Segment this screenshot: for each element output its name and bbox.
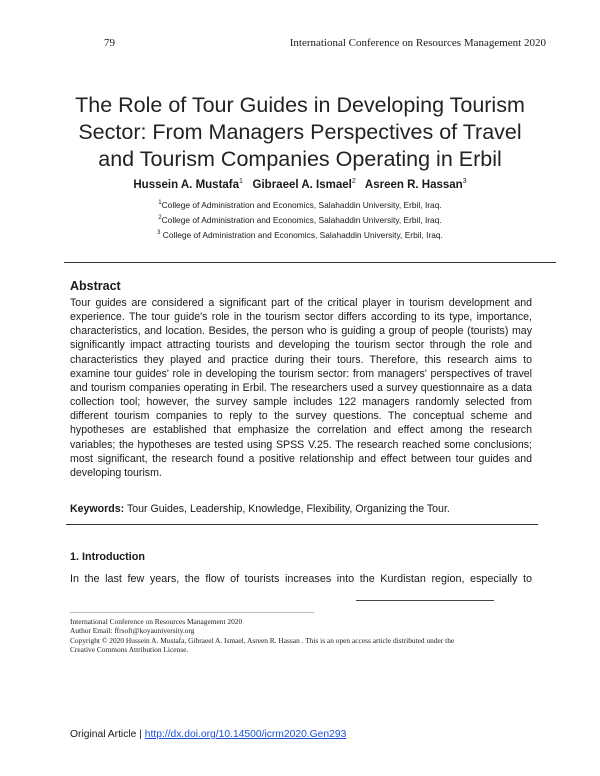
affiliation-text: College of Administration and Economics, Salahaddin University, Erbil, Iraq. (161, 214, 442, 225)
article-type-label: Original Article | (70, 729, 142, 740)
affiliation-list (60, 197, 540, 241)
author-name: Asreen R. Hassan (364, 178, 463, 191)
affiliation (60, 212, 540, 227)
author-name: Gibraeel A. Ismael (252, 178, 352, 191)
doi-link[interactable]: http://dx.doi.org/10.14500/icrm2020.Gen293 (144, 729, 347, 740)
affiliation (60, 227, 540, 242)
footnote (70, 617, 550, 655)
affiliation (60, 197, 540, 212)
title-line: and Tourism Companies Operating in Erbil (98, 147, 502, 171)
author-affil-mark: 3 (462, 178, 467, 185)
keywords (70, 503, 450, 515)
affiliation-text: College of Administration and Economics, Salahaddin University, Erbil, Iraq. (161, 199, 442, 210)
running-header: International Conference on Resources Management 2020 (289, 37, 546, 49)
abstract-body: Tour guides are considered a significant part of the critical player in tourism development and experience. The tour guide's role in the tourism sector differs according to its type, importance, characteristics, and location. Besides, the person who is guiding a group of people (tourists) may significantly impact attracting tourists and developing the tourism sector through the role and characteristics they played and practice during their tours. Therefore, this research aims to examine tour guides' role in developing the tourism sector: from managers' perspectives of travel and tourism companies operating in Erbil. The researchers used a survey questionnaire as a data collection tool; however, the survey sample includes 122 managers randomly selected from different tourism companies to reply to the survey questions. The conceptual scheme and hypotheses are established that emphasize the correlation and effect among the research variables; the hypotheses are tested using SPSS V.25. The research reached some conclusions; most significant, the research found a positive relationship and effect between tour guides and developing tourism. (70, 297, 532, 479)
keywords-divider (66, 524, 538, 525)
author-affil-mark: 1 (239, 178, 243, 185)
affiliation-mark: 3 (157, 229, 161, 236)
page-number: 79 (104, 37, 115, 49)
copyright-line: Creative Commons Attribution License. (70, 645, 189, 655)
keywords-label: Keywords: (70, 503, 125, 515)
title-line: The Role of Tour Guides in Developing Tourism (75, 93, 525, 117)
keywords-text: Tour Guides, Leadership, Knowledge, Flexibility, Organizing the Tour. (126, 503, 450, 515)
article-footer (70, 729, 346, 740)
footnote-rule (70, 612, 314, 613)
footnote-conference: International Conference on Resources Management 2020 (70, 617, 243, 626)
author-email: Author Email: ffrsoft@koyauniversity.org (70, 626, 195, 636)
affiliation-text: College of Administration and Economics, Salahaddin University, Erbil, Iraq. (162, 229, 443, 240)
paper-title (60, 92, 540, 173)
section-divider (64, 262, 556, 263)
affiliation-mark: 2 (158, 214, 162, 221)
footnote-rule-short (356, 600, 494, 601)
affiliation-mark: 1 (158, 200, 162, 206)
section-heading: 1. Introduction (70, 551, 145, 563)
author-affil-mark: 2 (351, 178, 356, 185)
copyright-line: Copyright © 2020 Hussein A. Mustafa, Gibraeel A. Ismael, Asreen R. Hassan . This is an open access article distributed under the (70, 635, 455, 645)
author-list (60, 178, 540, 191)
abstract-heading: Abstract (70, 279, 121, 293)
intro-paragraph: In the last few years, the flow of tourists increases into the Kurdistan region, especially to (70, 573, 532, 585)
title-line: Sector: From Managers Perspectives of Travel (78, 120, 522, 144)
author-name: Hussein A. Mustafa (133, 178, 240, 191)
